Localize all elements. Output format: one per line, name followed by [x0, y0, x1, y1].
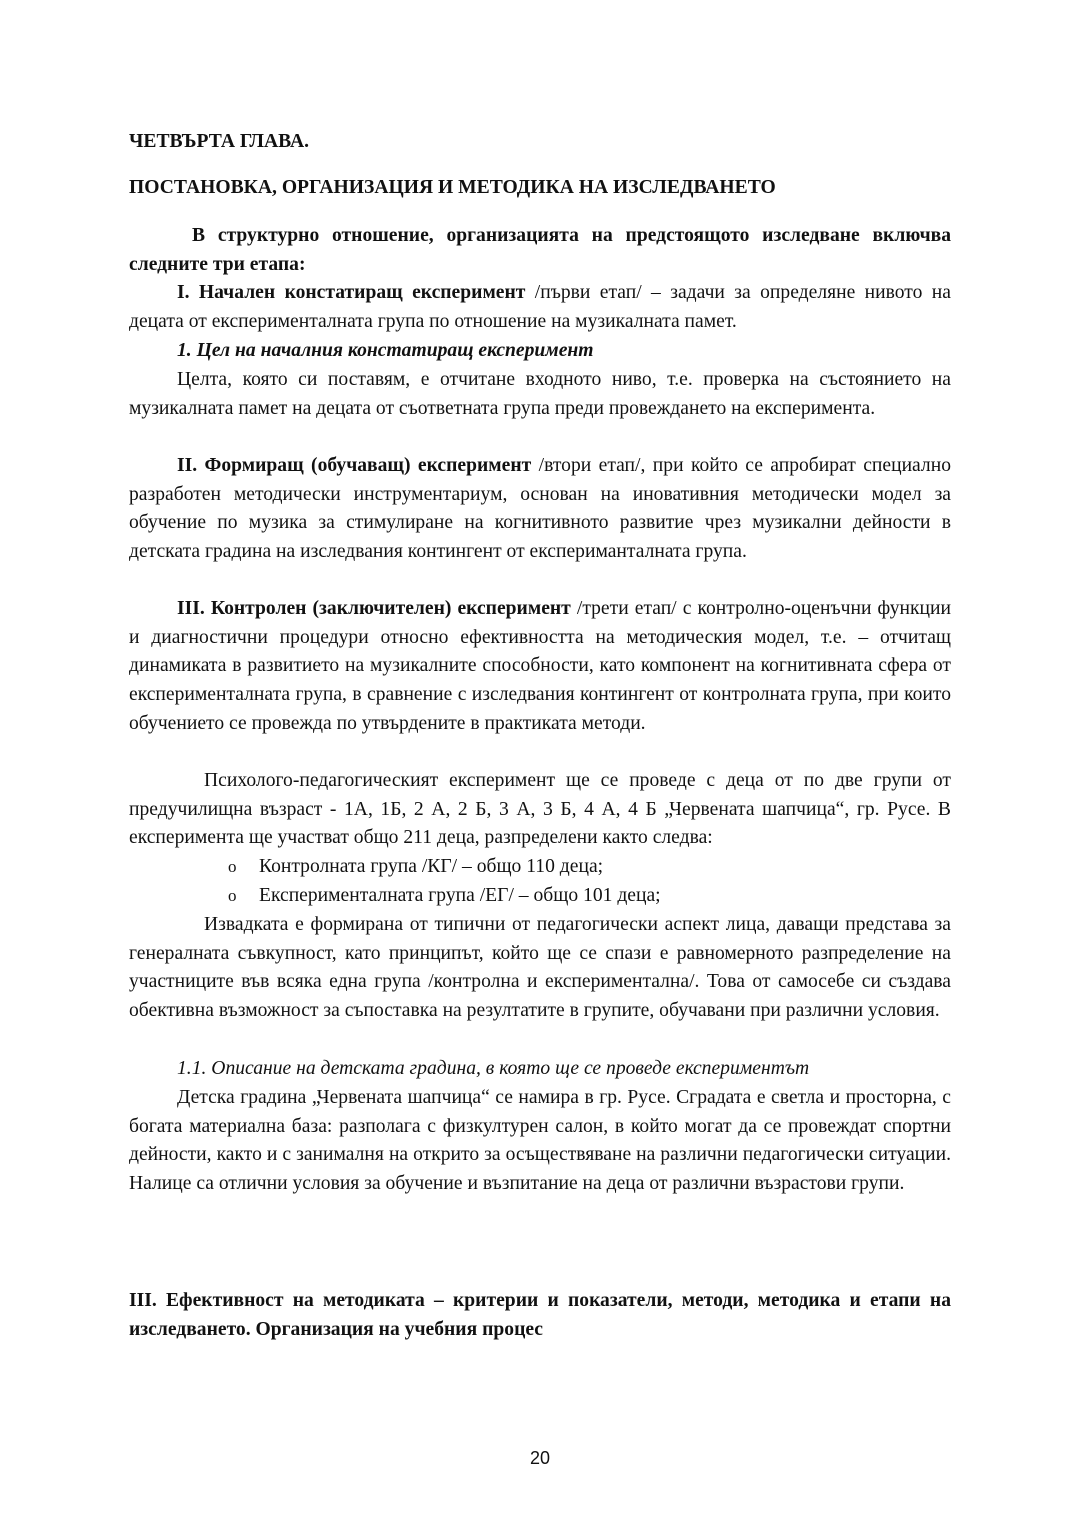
- list-item: [129, 853, 951, 882]
- stage2-lead: II. Формиращ (обучаващ) експеримент: [177, 455, 532, 476]
- stage3-paragraph: [129, 595, 951, 739]
- stage3-lead: III. Контролен (заключителен) експеримент: [177, 598, 571, 619]
- sample-paragraph: Извадката е формирана от типични от педагогически аспект лица, даващи представа за генералната съвкупност, като принципът, който ще се спази е равномерното разпределение на участниците във всяка една група /контролна и експериментална/. Това от самосебе си създава обективна възможност за съпоставка на резултатите в групите, обучавани при различни условия.: [129, 914, 951, 1022]
- kindergarten-heading: 1.1. Описание на детската градина, в която ще се проведе експериментът: [177, 1058, 810, 1079]
- kindergarten-paragraph: Детска градина „Червената шапчица“ се намира в гр. Русе. Сградата е светла и просторна, с богата материална база: разполага с физкултурен салон, в който могат да се провеждат спортни дейности, както и с занималня на открито за осъществяване на различни педагогически ситуации. Налице са отлични условия за обучение и възпитание на деца от различни възрастови групи.: [129, 1087, 951, 1195]
- group-experimental-text: Експерименталната група /ЕГ/ – общо 101 деца;: [259, 884, 661, 906]
- group-control-text: Контролната група /КГ/ – общо 110 деца;: [259, 856, 604, 877]
- experiment-paragraph: Психолого-педагогическият експеримент ще се проведе с деца от по две групи от предучилищна възраст - 1А, 1Б, 2 А, 2 Б, 3 А, 3 Б, 4 А, 4 Б „Червената шапчица“, гр. Русе. В експеримента ще участват общо 211 деца, разпределени както следва:: [129, 770, 951, 849]
- stage2-text: /втори етап/, при който се апробират специално разработен методически инструментариум, основан на иновативния методически модел за обучение по музика за стимулиране на когнитивното развитие чрез музикални дейности в детската градина на изследвания контингент от експериманталната група.: [129, 455, 951, 563]
- list-item: [129, 882, 951, 911]
- stage1-goal-heading: 1. Цел на началния констатиращ експеримент: [177, 340, 594, 361]
- groups-list: [129, 853, 951, 910]
- stage3-text: /трети етап/ с контролно-оценъчни функции и диагностични процедури относно ефективността на методическия модел, т.е. – отчитащ динамиката в развитието на музикалните способности, като компонент на когнитивната сфера от експерименталната група, в сравнение с изследвания контингент от контролната група, при които обучението се провежда по утвърдените в практиката методи.: [129, 598, 951, 734]
- chapter-title: ЧЕТВЪРТА ГЛАВА.: [129, 131, 310, 152]
- section3-title: III. Ефективност на методиката – критерии и показатели, методи, методика и етапи на изследването. Организация на учебния процес: [129, 1290, 951, 1340]
- stage2-paragraph: [129, 452, 951, 567]
- stage1-goal-paragraph: Целта, която си поставям, е отчитане входното ниво, т.е. проверка на състоянието на музикалната памет на децата от съответната група преди провеждането на експеримента.: [129, 369, 951, 419]
- stage1-lead: I. Начален констатиращ експеримент: [177, 282, 526, 303]
- stage1-text: /първи етап/ – задачи за определяне нивото на децата от експерименталната група по отношение на музикалната памет.: [129, 282, 951, 332]
- section-title: ПОСТАНОВКА, ОРГАНИЗАЦИЯ И МЕТОДИКА НА ИЗСЛЕДВАНЕТО: [129, 177, 776, 198]
- page-number: 20: [529, 1448, 551, 1468]
- bullet-icon: o: [228, 857, 237, 876]
- bullet-icon: o: [228, 885, 237, 905]
- stage1-paragraph: [129, 279, 951, 336]
- intro-paragraph: В структурно отношение, организацията на предстоящото изследване включва следните три етапа:: [129, 225, 951, 275]
